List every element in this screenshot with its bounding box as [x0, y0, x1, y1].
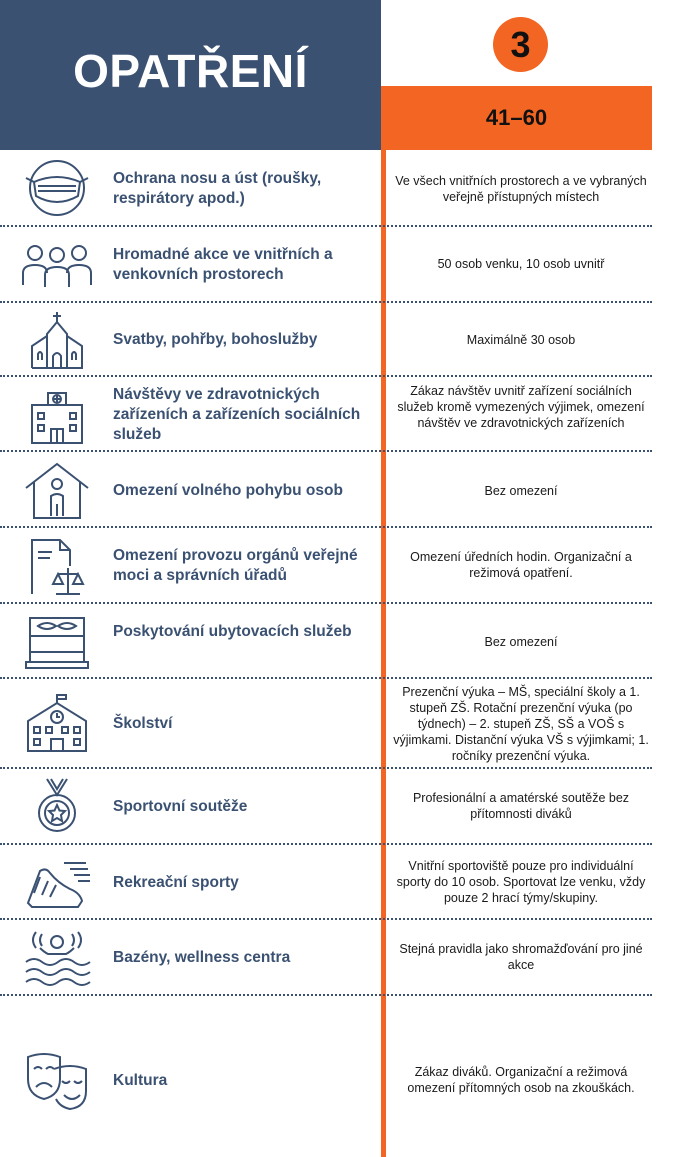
- measure-row: [0, 769, 652, 845]
- measure-value: Bez omezení: [484, 484, 558, 498]
- measure-row: [0, 920, 652, 996]
- measure-row: [0, 996, 652, 1157]
- measure-label: Svatby, pohřby, bohoslužby: [113, 331, 318, 348]
- range-bar: [381, 86, 652, 150]
- measure-label: Hromadné akce ve vnitřních a venkovních prostorech: [113, 246, 333, 283]
- page-title: OPATŘENÍ: [73, 45, 308, 97]
- measure-row: [0, 303, 652, 377]
- measure-value: Zákaz diváků. Organizační a režimová omezení přítomných osob na zkouškách.: [407, 1065, 635, 1095]
- measure-label: Omezení provozu orgánů veřejné moci a správních úřadů: [113, 547, 358, 584]
- measure-row: [0, 845, 652, 920]
- measure-row: [0, 452, 652, 528]
- measure-value: Profesionální a amatérské soutěže bez přítomnosti diváků: [412, 791, 630, 821]
- level-badge: 3: [493, 17, 548, 72]
- range-label: 41–60: [485, 105, 548, 130]
- measure-row: [0, 604, 652, 679]
- measure-label: Rekreační sporty: [113, 874, 239, 891]
- church-icon: [20, 310, 95, 370]
- swimming-pool-icon: [20, 928, 95, 988]
- medal-icon: [20, 777, 95, 837]
- measure-value: Maximálně 30 osob: [466, 333, 576, 347]
- measure-row: [0, 150, 652, 227]
- people-group-icon: [20, 235, 95, 295]
- measure-row: [0, 679, 652, 769]
- bed-icon: [20, 612, 95, 672]
- house-person-icon: [20, 460, 95, 520]
- measure-row: [0, 227, 652, 303]
- measure-value: 50 osob venku, 10 osob uvnitř: [437, 257, 605, 271]
- hospital-icon: [20, 385, 95, 445]
- measure-value: Ve všech vnitřních prostorech a ve vybraných veřejně přístupných místech: [395, 174, 647, 204]
- measure-label: Sportovní soutěže: [113, 798, 248, 815]
- measure-value: Stejná pravidla jako shromažďování pro jiné akce: [399, 942, 643, 972]
- running-shoe-icon: [20, 853, 95, 913]
- measure-label: Kultura: [113, 1072, 168, 1089]
- measure-value: Omezení úředních hodin. Organizační a režimová opatření.: [410, 550, 632, 580]
- measure-label: Omezení volného pohybu osob: [113, 482, 343, 499]
- measure-label: Bazény, wellness centra: [113, 949, 291, 966]
- measure-value: Bez omezení: [484, 635, 558, 649]
- measure-row: [0, 528, 652, 604]
- measure-row: [0, 377, 652, 452]
- measure-label: Poskytování ubytovacích služeb: [113, 623, 352, 640]
- measure-value: Vnitřní sportoviště pouze pro individuální sporty do 10 osob. Sportovat lze venku, vždy pouze 2 hrací týmy/skupiny.: [396, 859, 646, 905]
- theater-masks-icon: [20, 1051, 95, 1111]
- school-building-icon: [20, 693, 95, 753]
- document-scales-icon: [20, 536, 95, 596]
- face-mask-icon: [20, 158, 95, 218]
- measure-value: Prezenční výuka – MŠ, speciální školy a 1. stupeň ZŠ. Rotační prezenční výuka (po týdnech) – 2. stupeň ZŠ, SŠ a VOŠ s výjimkami. Distanční výuka VŠ s výjimkami; 1. ročníky prezenční výuka.: [393, 685, 649, 763]
- measure-label: Ochrana nosu a úst (roušky, respirátory apod.): [113, 170, 322, 207]
- measure-label: Školství: [113, 715, 173, 732]
- measure-value: Zákaz návštěv uvnitř zařízení sociálních služeb kromě vymezených výjimek, omezení návštěv ve zdravotnických zařízeních: [397, 384, 645, 430]
- measure-label: Návštěvy ve zdravotnických zařízeních a zařízeních sociálních služeb: [113, 386, 361, 443]
